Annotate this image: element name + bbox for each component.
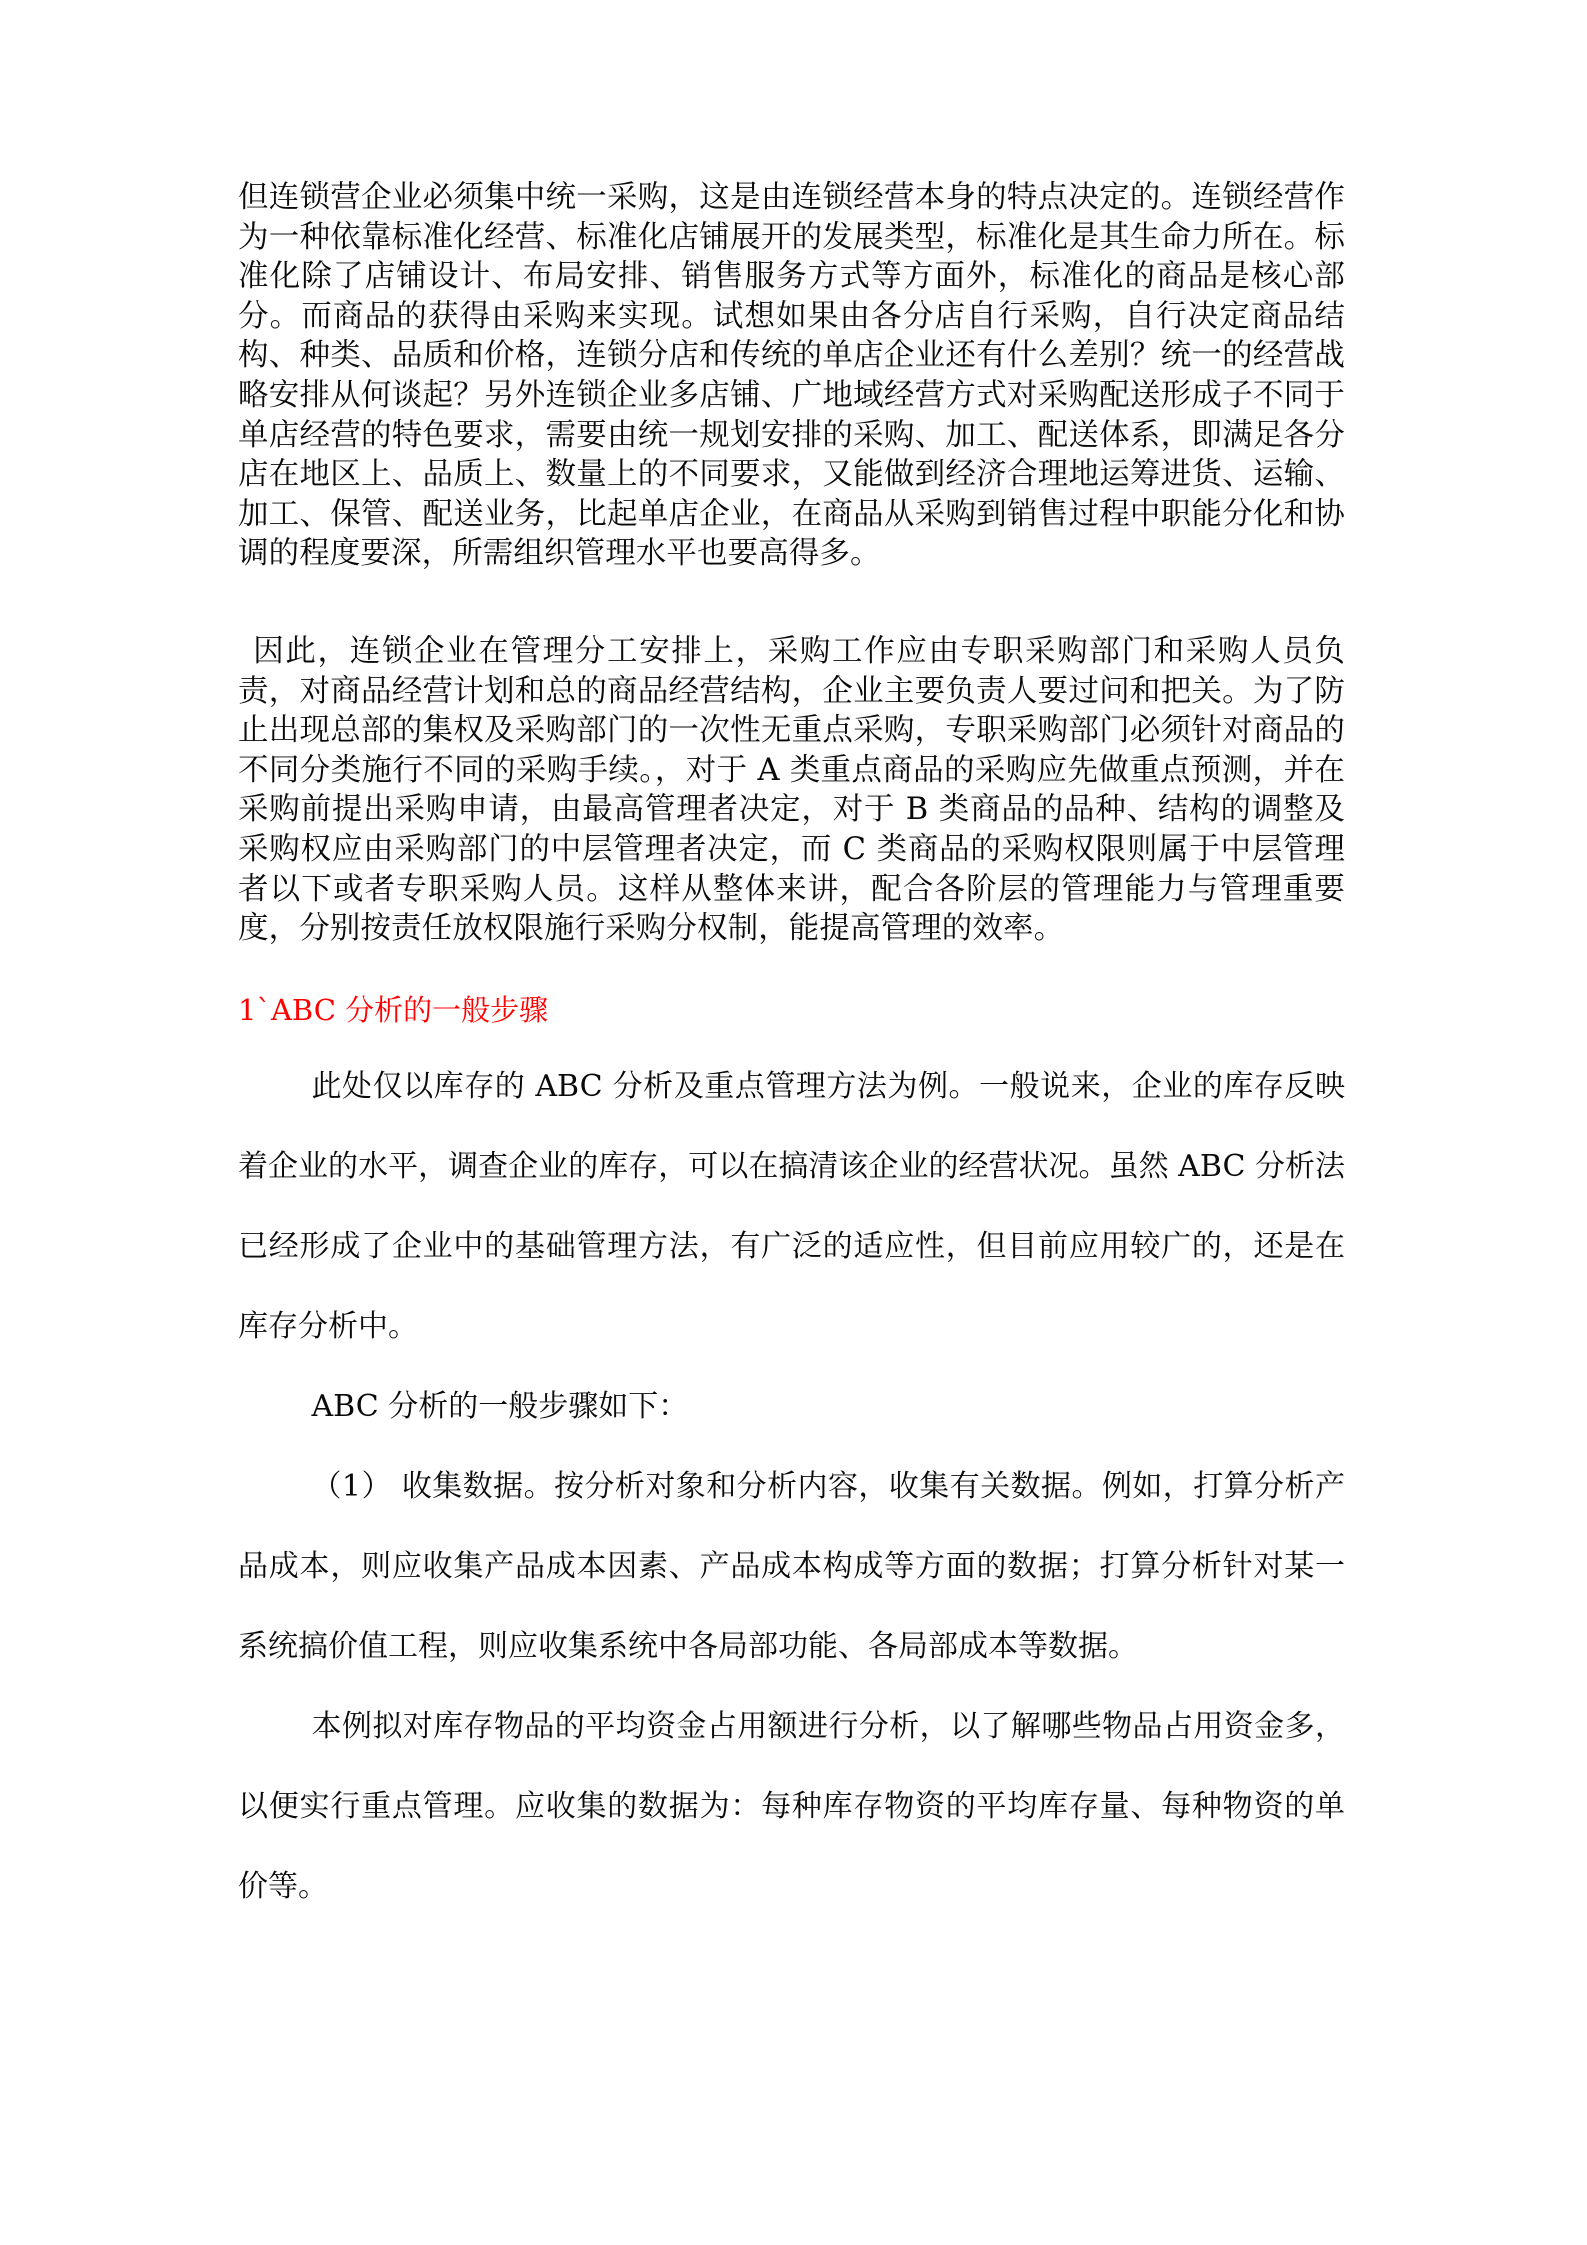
section-heading-abc-steps: 1`ABC 分析的一般步骤	[238, 992, 549, 1027]
paragraph-procurement-division-of-labor: 因此，连锁企业在管理分工安排上，采购工作应由专职采购部门和采购人员负责，对商品经营计划和总的商品经营结构，企业主要负责人要过问和把关。为了防止出现总部的集权及采购部门的一次性无重点采购，专职采购部门必须针对商品的不同分类施行不同的采购手续。，对于 A 类重点商品的采购应先做重点预测，并在采购前提出采购申请，由最高管理者决定，对于 B 类商品的品种、结构的调整及采购权应由采购部门的中层管理者决定，而 C 类商品的采购权限则属于中层管理者以下或者专职采购人员。这样从整体来讲，配合各阶层的管理能力与管理重要度，分别按责任放权限施行采购分权制，能提高管理的效率。	[238, 633, 1345, 947]
heading-spacer-top	[238, 949, 1345, 991]
paragraph-example-average-capital: 本例拟对库存物品的平均资金占用额进行分析，以了解哪些物品占用资金多，以便实行重点管理。应收集的数据为：每种库存物资的平均库存量、每种物资的单价等。	[238, 1708, 1345, 1904]
heading-spacer-bottom	[238, 1029, 1345, 1047]
paragraph-abc-steps-intro: ABC 分析的一般步骤如下：	[311, 1388, 689, 1424]
paragraph-step-1-collect-data: （1） 收集数据。按分析对象和分析内容，收集有关数据。例如，打算分析产品成本，则应收集产品成本因素、产品成本构成等方面的数据；打算分析针对某一系统搞价值工程，则应收集系统中各局部功能、各局部成本等数据。	[238, 1468, 1345, 1664]
paragraph-inventory-abc-example: 此处仅以库存的 ABC 分析及重点管理方法为例。一般说来，企业的库存反映着企业的水平，调查企业的库存，可以在搞清该企业的经营状况。虽然 ABC 分析法已经形成了企业中的基础管理方法，有广泛的适应性，但目前应用较广的，还是在库存分析中。	[238, 1068, 1345, 1344]
document-body	[238, 178, 1345, 1927]
paragraph-spacer	[238, 574, 1345, 632]
paragraph-chain-procurement-necessity: 但连锁营企业必须集中统一采购，这是由连锁经营本身的特点决定的。连锁经营作为一种依靠标准化经营、标准化店铺展开的发展类型，标准化是其生命力所在。标准化除了店铺设计、布局安排、销售服务方式等方面外，标准化的商品是核心部分。而商品的获得由采购来实现。试想如果由各分店自行采购，自行决定商品结构、种类、品质和价格，连锁分店和传统的单店企业还有什么差别？统一的经营战略安排从何谈起？另外连锁企业多店铺、广地域经营方式对采购配送形成子不同于单店经营的特色要求，需要由统一规划安排的采购、加工、配送体系，即满足各分店在地区上、品质上、数量上的不同要求，又能做到经济合理地运筹进货、运输、加工、保管、配送业务，比起单店企业，在商品从采购到销售过程中职能分化和协调的程度要深，所需组织管理水平也要高得多。	[238, 180, 1345, 572]
